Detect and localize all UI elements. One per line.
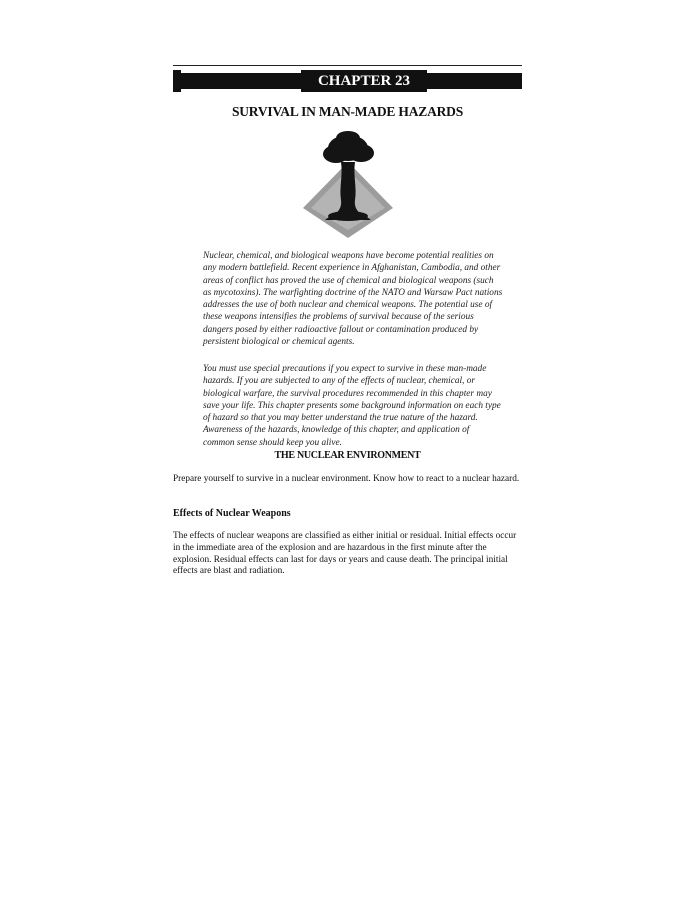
chapter-banner xyxy=(173,70,522,92)
mushroom-cloud-diamond-icon xyxy=(303,130,393,240)
chapter-title: SURVIVAL IN MAN-MADE HAZARDS xyxy=(231,104,464,119)
banner-right-bar xyxy=(420,73,522,89)
chapter-label: CHAPTER 23 xyxy=(301,70,427,92)
intro-paragraph-1: Nuclear, chemical, and biological weapons have become potential realities on any modern battlefield. Recent experience in Afghanistan, Cambodia, and other areas of conflict has proved the use of chemical and biological weapons (such as mycotoxins). The warfighting doctrine of the NATO and Warsaw Pact nations addresses the use of both nuclear and chemical weapons. The potential use of these weapons intensifies the problems of survival because of the serious dangers posed by either radioactive fallout or contamination produced by persistent biological or chemical agents. xyxy=(203,251,503,348)
intro-paragraph-2: You must use special precautions if you expect to survive in these man-made hazards. If you are subjected to any of the effects of nuclear, chemical, or biological warfare, the survival procedures recommended in this chapter may save your life. This chapter presents some background information on each type of hazard so that you may better understand the true nature of the hazard. Awareness of the hazards, knowledge of this chapter, and application of common sense should keep you alive. xyxy=(203,364,501,448)
top-rule xyxy=(173,65,522,66)
body-paragraph-1: Prepare yourself to survive in a nuclear environment. Know how to react to a nuclear hazard. xyxy=(173,474,520,484)
body-paragraph-2: The effects of nuclear weapons are classified as either initial or residual. Initial effects occur in the immediate area of the explosion and are hazardous in the first minute after the explosion. Residual effects can last for days or years and cause death. The principal initial effects are blast and radiation. xyxy=(173,531,517,577)
banner-left-block xyxy=(173,70,181,92)
banner-mid-bar xyxy=(181,73,306,89)
sub-heading: Effects of Nuclear Weapons xyxy=(173,508,291,519)
section-heading: THE NUCLEAR ENVIRONMENT xyxy=(274,450,421,461)
